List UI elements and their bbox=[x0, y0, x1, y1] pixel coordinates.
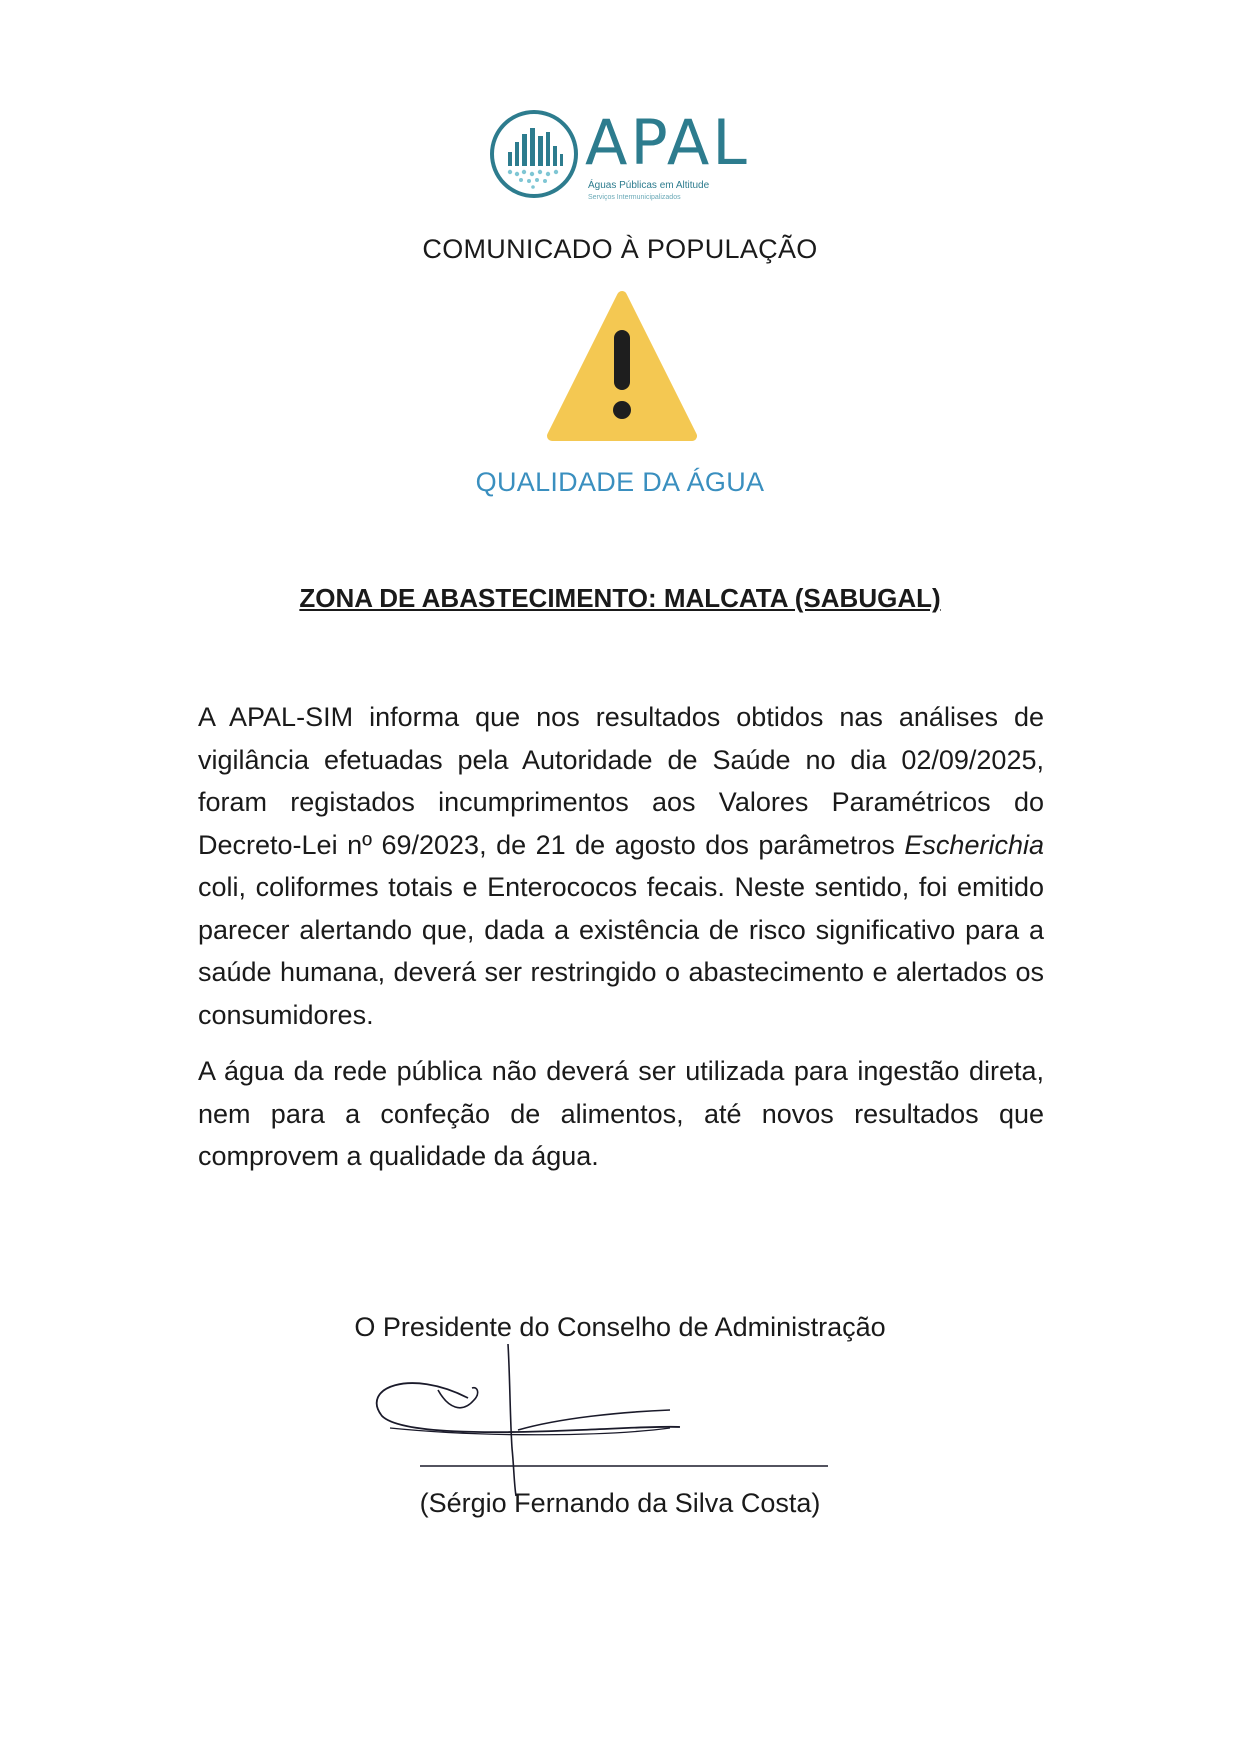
apal-logo-icon bbox=[488, 108, 580, 200]
water-quality-heading: QUALIDADE DA ÁGUA bbox=[475, 467, 765, 497]
signatory-name: (Sérgio Fernando da Silva Costa) bbox=[419, 1488, 821, 1518]
notice-text-b: coli, coliformes totais e Enterococos fecais. Neste sentido, foi emitido parecer alertando que, dada a existência de risco significativo para a saúde humana, deverá ser restringido o abastecimento e alertados os consumidores. bbox=[198, 872, 1044, 1030]
page-title: COMUNICADO À POPULAÇÃO bbox=[422, 234, 818, 264]
warning-triangle-icon bbox=[546, 290, 698, 442]
logo-subtitle: Águas Públicas em Altitude bbox=[588, 180, 710, 191]
logo-subtitle-2: Serviços Intermunicipalizados bbox=[588, 194, 681, 201]
supply-zone-heading: ZONA DE ABASTECIMENTO: MALCATA (SABUGAL) bbox=[299, 583, 941, 613]
restriction-paragraph: A água da rede pública não deverá ser utilizada para ingestão direta, nem para a confeção de alimentos, até novos resultados que comprovem a qualidade da água. bbox=[198, 1056, 1044, 1171]
logo-wordmark: APAL bbox=[585, 106, 750, 179]
signatory-role: O Presidente do Conselho de Administração bbox=[354, 1312, 886, 1342]
notice-paragraph bbox=[198, 696, 1044, 1036]
bacteria-name: Escherichia bbox=[904, 829, 1044, 860]
notice-text-a: A APAL-SIM informa que nos resultados obtidos nas análises de vigilância efetuadas pela Autoridade de Saúde no dia 02/09/2025, foram registados incumprimentos aos Valores Paramétricos do Decreto-Lei nº 69/2023, de 21 de agosto dos parâmetros bbox=[198, 702, 1044, 860]
handwritten-signature bbox=[370, 1338, 840, 1498]
apal-logo bbox=[488, 106, 750, 204]
